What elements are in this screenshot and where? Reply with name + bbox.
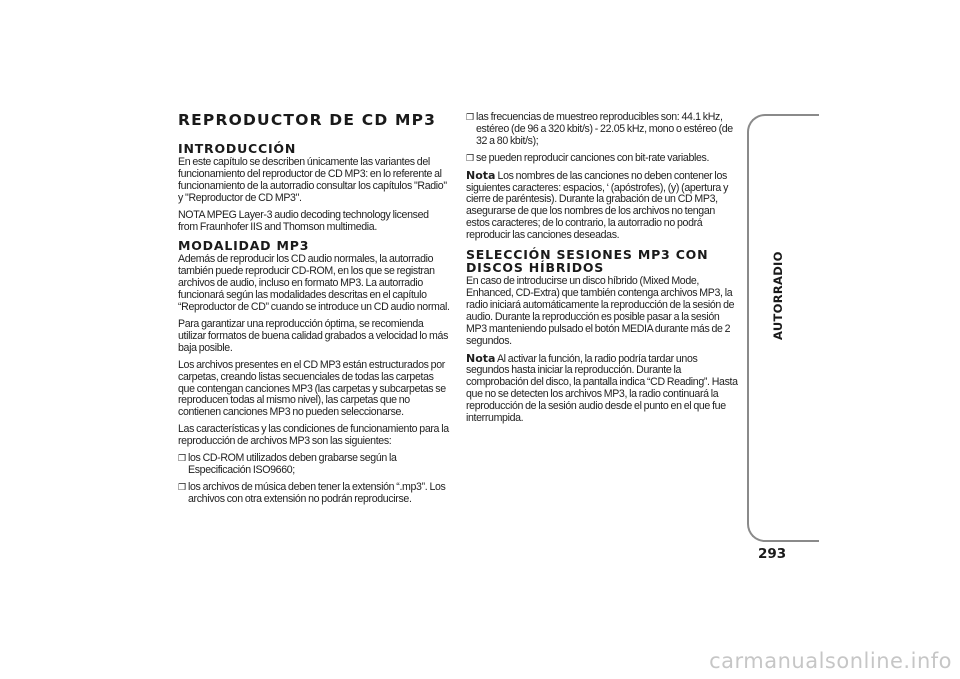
checkbox-bullet-icon: ❒ — [466, 152, 474, 163]
page-number: 293 — [758, 546, 787, 562]
checkbox-bullet-icon: ❒ — [466, 112, 474, 122]
hybrid-heading: SELECCIÓN SESIONES MP3 CON DISCOS HÍBRIDOS — [466, 247, 709, 276]
page-title: REPRODUCTOR DE CD MP3 — [178, 111, 437, 129]
nota-paragraph-1 — [466, 170, 740, 242]
checkbox-bullet-icon: ❒ — [178, 481, 186, 492]
right-bullet-list — [466, 112, 740, 165]
right-column — [466, 112, 740, 430]
mode-paragraph-3: Los archivos presentes en el CD MP3 están estructurados por carpetas, creando listas secuenciales de todas las carpetas que contengan canciones MP3 (las carpetas y subcarpetas se reproducen todas al mismo nivel), las carpetas que no contienen canciones MP3 no pueden seleccionarse. — [178, 358, 446, 419]
nota-label: Nota — [466, 351, 496, 365]
section-tab-label: AUTORRADIO — [771, 251, 785, 340]
nota-text: Los nombres de las canciones no deben contener los siguientes caracteres: espacios, ‘ (apóstrofes), (y) (apertura y cierre de paréntesis). Durante la grabación de un CD MP3, asegurarse de que los nombres de los archivos no tengan estos caracteres; de lo contrario, la autorradio no podrá reproducir las canciones deseadas. — [466, 169, 729, 242]
nota-label: Nota — [466, 168, 496, 182]
left-bullet-list — [178, 453, 450, 506]
intro-paragraph-2: NOTA MPEG Layer-3 audio decoding technology licensed from Fraunhofer IIS and Thomson multimedia. — [178, 208, 429, 233]
watermark: carmanualsonline.info — [709, 649, 952, 673]
list-item — [466, 153, 740, 165]
intro-paragraph-1: En este capítulo se describen únicamente las variantes del funcionamiento del reproductor de CD MP3: en lo referente al funcionamiento de la autorradio consultar los capítulos "Radio" y "Reproductor de CD MP3". — [178, 156, 447, 204]
nota-paragraph-2 — [466, 353, 740, 425]
list-item — [466, 112, 740, 148]
mode-paragraph-4: Las características y las condiciones de funcionamiento para la reproducción de archivos MP3 son las siguientes: — [178, 423, 449, 448]
list-item-text: se pueden reproducir canciones con bit-rate variables. — [476, 151, 710, 164]
mode-heading: MODALIDAD MP3 — [178, 238, 310, 254]
mode-paragraph-2: Para garantizar una reproducción óptima, se recomienda utilizar formatos de buena calidad grabados a velocidad lo más baja posible. — [178, 317, 449, 354]
list-item-text: los archivos de música deben tener la extensión “.mp3”. Los archivos con otra extensión no podrán reproducirse. — [188, 480, 446, 505]
list-item — [178, 482, 450, 506]
list-item — [178, 453, 450, 477]
intro-heading: INTRODUCCIÓN — [178, 141, 297, 156]
hybrid-paragraph-1: En caso de introducirse un disco híbrido (Mixed Mode, Enhanced, CD-Extra) que también contenga archivos MP3, la radio iniciará automáticamente la reproducción de la sesión de audio. Durante la reproducción es posible pasar a la sesión MP3 manteniendo pulsado el botón MEDIA durante más de 2 segundos. — [466, 275, 735, 347]
list-item-text: los CD-ROM utilizados deben grabarse según la Especificación ISO9660; — [188, 452, 397, 476]
left-column — [178, 112, 450, 511]
mode-paragraph-1: Además de reproducir los CD audio normales, la autorradio también puede reproducir CD-ROM, en los que se registran archivos de audio, incluso en formato MP3. La autorradio funcionará según las modalidades descritas en el capítulo “Reproductor de CD” cuando se introduce un CD audio normal. — [178, 253, 450, 314]
list-item-text: las frecuencias de muestreo reproducibles son: 44.1 kHz, estéreo (de 96 a 320 kbit/s) - 22.05 kHz, mono o estéreo (de 32 a 80 kbit/s); — [476, 111, 733, 147]
nota-text: Al activar la función, la radio podría tardar unos segundos hasta iniciar la reproducción. Durante la comprobación del disco, la pantalla indica “CD Reading”. Hasta que no se detecten los archivos MP3, la radio continuará la reproducción de la sesión audio desde el punto en el que fue interrumpida. — [466, 352, 738, 425]
checkbox-bullet-icon: ❒ — [178, 453, 186, 464]
